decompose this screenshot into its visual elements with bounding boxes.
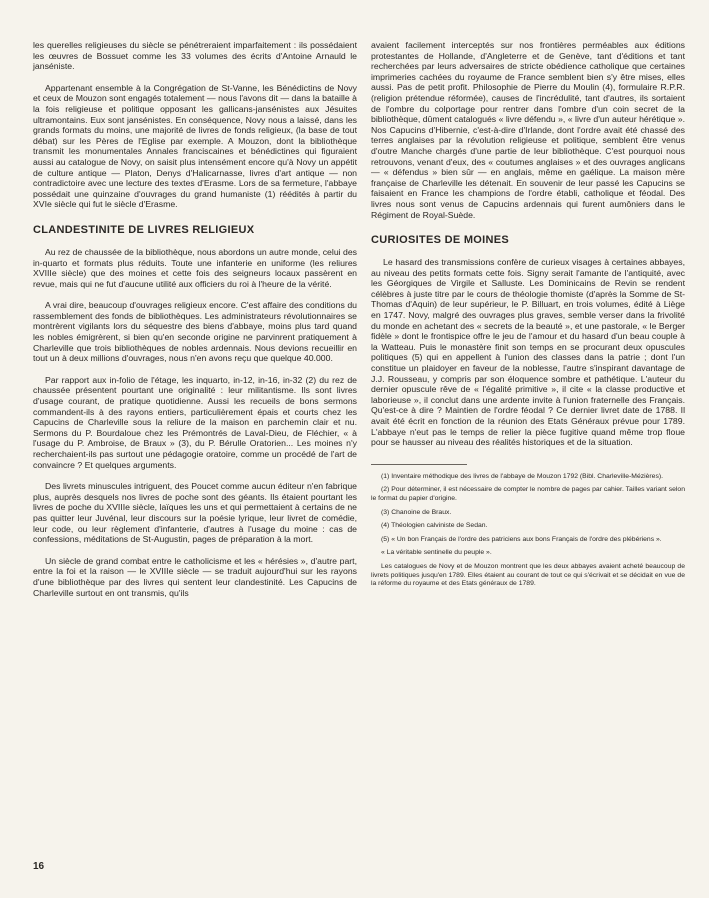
footnote: « La véritable sentinelle du peuple ». [381,549,492,557]
body-paragraph: avaient facilement interceptés sur nos frontières perméables aux éditions protestantes de Hollande, d'Angleterre et de Genève, tant d'éditions et tant recherchées par leurs adversaires de stricte obédience catholique que certaines imprimeries cachées du royaume de France semblent bien s'y être mises, elles aussi. Pas de petit profit. Philosophie de Pierre du Moulin (4), formulaire R.P.R. (religion prétendue réformée), causes de l'incrédulité, tant d'autres, ils sortaient de l'ombre du colportage pour rentrer dans l'ombre d'un coin secret de la bibliothèque, dûment catalogués « livre défendu », « livre d'un auteur hérétique ». Nos Capucins d'Hibernie, c'est-à-dire d'Irlande, dont l'ordre avait été chassé des terres anglaises par la révolution religieuse et politique, semblent être venus d'outre Manche chargés d'une partie de leur bibliothèque. C'est pourquoi nous retrouvons, venant d'eux, des « coutumes anglaises » et des ouvrages anglicans — « défendus » bien sûr — en anglais, même en gaélique. La maison mère française de Charleville les détenait. En souvenir de leur passé les Capucins se faisaient en France les champions de l'ordre établi, catholique et féodal. Des livres nous sont venus de Capucins ardennais qui furent aumôniers dans le Régiment de Royal-Suède. [371,40,685,220]
body-paragraph: Appartenant ensemble à la Congrégation de St-Vanne, les Bénédictins de Novy et ceux de Mouzon sont engagés totalement — nous l'avons dit — dans la bataille à la fois religieuse et politique opposant les gallicans-jansénistes aux Jésuites ultramontains. Eux sont jansénistes. En conséquence, Novy nous a laissé, dans les grands formats du moins, une majorité de livres de fonds religieux, (la base de tout débat) sur les Pères de l'Eglise par exemple. A Mouzon, dont la bibliothèque transmit les monumentales Annales franciscaines et bénédictines qui figuraient aussi au catalogue de Novy, on saisit plus intensément encore qu'à Novy un appétit de culture antique — Platon, Denys d'Halicarnasse, livres d'art antique — non contradictoire avec une lecture des textes d'Erasme. Lors de sa fermeture, l'abbaye possédait une quinzaine d'ouvrages du grand humaniste (1) réédités à partir du XVIe siècle qui fut le siècle d'Erasme. [33,82,357,210]
section-heading: CURIOSITES DE MOINES [371,234,510,247]
body-paragraph: Le hasard des transmissions confère de curieux visages à certaines abbayes, au niveau des petits formats cette fois. Signy serait l'amante de l'antiquité, avec les Géorgiques de Virgile et Salluste. Les Dominicains de Revin se rendent célèbres à juste titre par le cours de théologie thomiste (d'après la Somme de St-Thomas d'Aquin) de leur supérieur, le P. Billuart, en trois volumes, édité à Liège en 1747. Novy, malgré des ouvrages plus graves, semble verser dans la frivolité du monde en achetant des « secrets de la beauté », et une pastorale, « le Berger fidèle » dont le frontispice offre le jeu de l'amour et du hasard d'un beau couple à la Watteau. Puis le monastère finit son temps en se procurant deux opuscules politiques (5) qui en appellent à l'union des classes dans la patrie ; dont l'un constitue un plaidoyer en faveur de la noblesse, l'autre s'inspirant davantage de J.J. Rousseau, y compris par son éloquence sombre et pathétique. L'auteur du dernier opuscule rêve de « l'égalité primitive », il cite « la classe productive et laborieuse », il conclut dans une ardente invite à l'union fraternelle des Français. Qu'est-ce à dire ? Maintien de l'ordre féodal ? Ce dernier livret date de 1788. Il avait été écrit en fonction de la réunion des Etats Généraux prévue pour 1789. L'abbaye n'eut pas le temps de relier la pièce fugitive quand même trop floue pour se hausser au niveau des réalités historiques et de la situation. [371,257,685,448]
footnote: (5) « Un bon Français de l'ordre des patriciens aux bons Français de l'ordre des plébériens ». [381,535,662,543]
section-heading: CLANDESTINITE DE LIVRES RELIGIEUX [33,223,255,236]
footnote-rule [371,464,467,473]
body-paragraph: A vrai dire, beaucoup d'ouvrages religieux encore. C'est affaire des conditions du rassemblement des fonds de bibliothèques. Les administrateurs révolutionnaires se montrèrent vigilants lors du séquestre des biens d'abbaye, moins plus tard quand les nobles émigrèrent, si bien qu'en seconde origine ne parvinrent pratiquement à Charleville que trois bibliothèques de nobles ardennais. Nous devions recueillir en tout un à deux millions d'ouvrages, nous n'en avons reçu que quelque 40.000. [33,300,357,364]
body-paragraph: Un siècle de grand combat entre le catholicisme et les « hérésies », d'autre part, entre la foi et la raison — le XVIIIe siècle — se traduit aujourd'hui sur les rayons d'une bibliothèque par des livres qui sentent leur clandestinité. Les Capucins de Charleville surtout en ont transmis, qu'ils [33,555,357,598]
body-paragraph: Par rapport aux in-folio de l'étage, les inquarto, in-12, in-16, in-32 (2) du rez de chaussée présentent pourtant une originalité : leur militantisme. Ils sont livres d'usage courant, de pratique quotidienne. Aussi les recueils de bons sermons commandent-ils à des rayons entiers, particulièrement épais et courts chez les Capucins de Charleville sous la reliure de la maison en parchemin clair et nu. Sermons du P. Bourdaloue chez les Prémontrés de Laval-Dieu, de Fléchier, « à l'usage du P. Ambroise, de Braux » (3), du P. Bérulle Oratorien... Les moines n'y recherchaient-ils pas surtout une pédagogie oratoire, comme un procédé de l'art de convaincre ? Et quelques arguments. [33,374,357,470]
footnote: (3) Chanoine de Braux. [381,508,452,516]
footnote: (1) Inventaire méthodique des livres de l'abbaye de Mouzon 1792 (Bibl. Charleville-Mézières). [381,472,664,480]
body-paragraph: les querelles religieuses du siècle se pénétreraient imparfaitement : ils possédaient les œuvres de Bossuet comme les 33 volumes des écrits d'Antoine Arnauld le janséniste. [33,40,357,72]
right-column [371,40,685,594]
footnotes [371,473,685,589]
body-paragraph: Au rez de chaussée de la bibliothèque, nous abordons un autre monde, celui des in-quarto et formats plus réduits. Toute une infanterie en uniforme (les reliures XVIIIe siècle) que des moines et cette fois des seigneurs locaux passèrent en revue, mais qui ne fut d'aucune utilité aux officiers du roi à l'heure de la vérité. [33,246,357,289]
body-paragraph: Des livrets minuscules intriguent, des Poucet comme aucun éditeur n'en fabrique plus, auprès desquels nos livres de poche sont des géants. Ils étaient pourtant les livres de poche du XVIIIe siècle, laïques les uns et qui permettaient à certains de ne pas quitter leur Juvénal, leur discours sur la poésie lyrique, leur livret de comédie, leur code, ou leur règlement d'infanterie, d'autres à l'usage du moine : cas de confessions, méditations de St-Augustin, pages de préparation à la mort. [33,481,357,545]
footnote: (2) Pour déterminer, il est nécessaire de compter le nombre de pages par cahier. Tailles variant selon le format du papier d'origine. [371,486,685,502]
footnote: Les catalogues de Novy et de Mouzon montrent que les deux abbayes avaient acheté beaucoup de livrets politiques jusqu'en 1789. Elles étaient au courant de tout ce qui s'écrivait et se décidait en vue de la réforme du royaume et des Etats généraux de 1789. [371,562,685,588]
page-number: 16 [33,861,45,872]
footnote: (4) Théologien calviniste de Sedan. [381,522,488,530]
left-column [33,40,357,609]
